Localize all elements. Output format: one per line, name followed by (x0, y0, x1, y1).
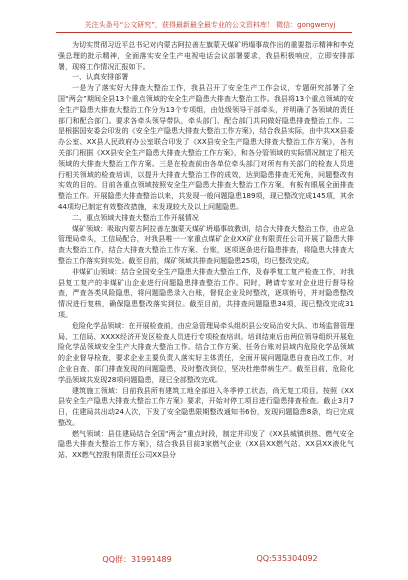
header-divider (56, 32, 352, 33)
document-body (58, 40, 354, 548)
page-header-banner: 关注头条号“公文研究”，获得最新最全最专业的公文资料库！ 微信：gongwenyj (84, 21, 336, 29)
section-heading-1: 一、认真安排部署 (72, 73, 129, 82)
footer-qq: QQ:535304092 (256, 554, 318, 563)
body-paragraph: 建筑施工领域：目前我县所有建筑工地全部进入冬季停工状态，尚无复工项目。按照《XX县安全生产隐患大排查大整治工作方案》要求，开始对停工项目进行隐患排查检查。截止3月7日，住建局共出动24人次，下发了安全隐患限期整改通知书6份，发现问题隐患8条，均已完成整改。 (58, 386, 354, 427)
body-paragraph: 煤矿领域：吸取内蒙古阿拉善左旗蒙天煤矿坍塌事故教训，结合大排查大整治工作，由应急管理局牵头，工信局配合，对我县唯一一家重点煤矿企业XX矿业有限责任公司开展了隐患大排查大整治工作，结合大排查大整治工作方案、台账，逐项逐条进行隐患排查，将隐患大排查大整治工作落实到实处。截至目前，煤矿领域共排查问题隐患25项，均已整改完成。 (58, 224, 354, 265)
body-paragraph: 非煤矿山领域：结合全国安全生产隐患大排查大整治工作，及春季复工复产检查工作，对我县复工复产的非煤矿山企业进行问题隐患排查整治工作。同时，聘请专家对企业进行督导检查，严查各类风险隐患，将问题隐患录入台账，督促企业及时整改，逐项销号，并对隐患整改情况进行复核，确保隐患整改落实到位。截至目前，共排查问题隐患34项，现已整改完成31项。 (58, 267, 354, 319)
intro-paragraph: 为切实贯彻习近平总书记对内蒙古阿拉善左旗蒙天煤矿坍塌事故作出的重要指示精神和李克强总理的批示精神，全面落实安全生产电视电话会议部署要求，我县积极响应，立即安排部署，现将工作情况汇报如下。 (58, 41, 354, 71)
body-paragraph: 危险化学品领域：在开展检查前，由应急管理局牵头组织县公安局治安大队、市场监督管理局、工信局、XXXX经济开发区检查人员进行专项检查培训。培训结束后由两位领导组织开展危险化学品领域安全生产大排查大整治工作。结合工作方案、任务台账对县域内危险化学品领域的企业督导检查，要求企业主要负责人落实好主体责任，全面开展问题隐患自查自改工作，对企业自查、部门排查发现的问题隐患，及时整改到位，坚决杜绝带病生产。截至目前，危险化学品领域共发现28项问题隐患，现已全部整改完成。 (58, 321, 354, 384)
footer-qq-group: QQ群：31991489 (102, 555, 172, 564)
page-footer (60, 554, 360, 565)
body-paragraph: 燃气领域：县住建局结合全国“两会”重点时段，制定并印发了《XX县城镇供热、燃气安全隐患大排查大整治工作方案》，结合我县目前3家燃气企业（XX县XX燃气站、XX县XX液化气站、XX燃气控股有限责任公司XX县分 (58, 429, 354, 460)
section-heading-2: 二、重点领域大排查大整治工作开展情况 (72, 213, 199, 222)
body-paragraph: 一是为了落实好大排查大整治工作，我县召开了安全生产工作会议，专题研究部署了全国“两会”期间全县13个重点领域的安全生产隐患大排查大整治工作。我县将13个重点领域的安全生产隐患大排查大整治工作分为13个专项组，由处级领导干部牵头，并明确了各领域的责任部门和配合部门。要求各牵头领导带队，牵头部门、配合部门共同做好隐患排查整治工作。二是根据国安委会印发的《安全生产隐患大排查大整治工作方案》，结合我县实际，由中共XX县委办公室、XX县人民政府办公室联合印发了《XX县安全生产隐患大排查大整治工作方案》，各有关部门根据《XX县安全生产隐患大排查大整治工作方案》，和各分管领域的实际情况制定了相关领域的大排查大整治工作方案。三是在检查前由各单位牵头部门对所有有关部门的检查人员进行相关领域的检查培训，以提升大排查大整治工作的成效，达到隐患排查无死角，问题整改有实效的目的。目前各重点领域按照安全生产隐患大排查大整治工作方案，有板有眼展全面排查整治工作。开展隐患大排查整治以来，共发现一般问题隐患189项，现已整改完成145项，其余44项均已制定有效整改措施，未发现较大及以上问题隐患。 (58, 84, 354, 211)
